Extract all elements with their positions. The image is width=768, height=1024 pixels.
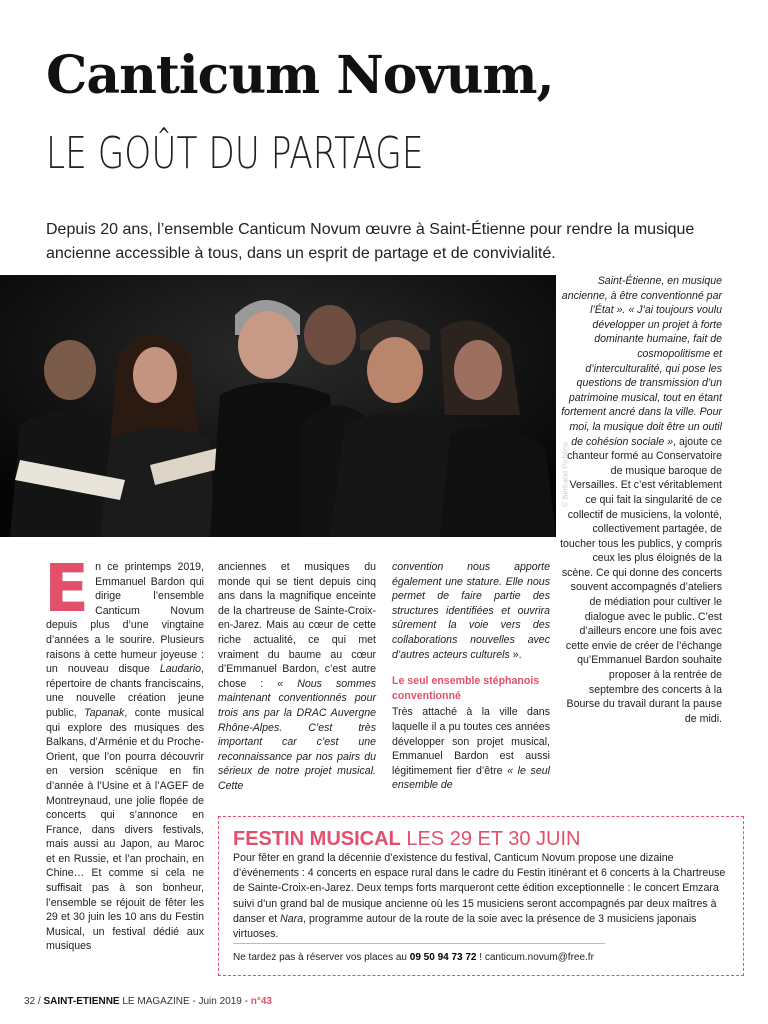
box-title-dates: LES 29 ET 30 JUIN <box>400 828 581 850</box>
album-title: Laudario <box>159 663 202 676</box>
ensemble-photo <box>0 275 570 537</box>
section-subheading <box>392 674 550 703</box>
col1-text-2: , répertoire de chants franciscains, une nouvelle création jeune public, <box>46 663 204 719</box>
box-title-bold: FESTIN MUSICAL <box>233 828 401 850</box>
col4-quote: Saint-Étienne, en musique ancienne, à être conventionné par l’État ». « J’ai toujours voulu développer un projet à forte dominante humaine, fait de cosmopolitisme et d’interculturalité, qui pose les questions de transmission d’un patrimoine musical, tout en étant fortement ancré dans la ville. Pour moi, la musique doit être un outil de cohésion sociale » <box>561 275 722 448</box>
issue-number: n°43 <box>250 996 272 1007</box>
col4-text: , ajoute ce chanteur formé au Conservatoire de musique baroque de Versailles. Et c’est véritablement ce qui fait la singularité de ce collectif de musiciens, la volonté, collectivement partagée, de toucher tous les publics, y compris ceux les plus éloignés de la scène. Ce qui donne des concerts souvent accompagnés d’ateliers de médiation pour cultiver le dialogue avec le public. C’est d’ailleurs encore une fois avec cette envie de créer de l’échange qu’Emmanuel Bardon souhaite proposer à la rentrée de septembre des concerts à la Bourse du travail durant la pause de midi. <box>560 435 722 725</box>
festin-musical-box <box>218 816 744 976</box>
photo-credit: © Bertrand Pichène <box>560 441 570 508</box>
article-column-3 <box>392 560 550 793</box>
col3-quote-start: « le seul ensemble de <box>392 764 550 792</box>
article-column-4 <box>560 274 722 726</box>
article-column-2 <box>218 560 376 794</box>
reservation-intro: Ne tardez pas à réserver vos places au <box>233 952 410 963</box>
subheading-line-2: conventionné <box>392 689 461 702</box>
reservation-email[interactable]: ! canticum.novum@free.fr <box>476 952 594 963</box>
drop-cap: E <box>44 550 90 627</box>
magazine-name: SAINT-ETIENNE <box>43 996 120 1007</box>
box-title <box>233 827 581 851</box>
col2-text: anciennes et musiques du monde qui se tient depuis cinq ans dans la magnifique enceinte de la chartreuse de Sainte-Croix-en-Jarez. Mais au cœur de cette riche actualité, ce qui met vraiment du baume au cœur d’Emmanuel Bardon, c’est autre chose : <box>218 561 376 690</box>
col3-text: Très attaché à la ville dans laquelle il a pu toutes ces années développer son projet musical, Emmanuel Bardon est aussi légitimement fier d’être <box>392 706 550 777</box>
phone-number[interactable]: 09 50 94 73 72 <box>409 952 477 963</box>
col3-quote-end: ». <box>509 648 522 661</box>
page-number: 32 / <box>24 996 44 1007</box>
col1-text-3: , conte musical qui explore des musiques des Balkans, d’Arménie et du Proche-Orient, que l’on pourra découvrir en version scénique en fin d’année à l’Usine et à l’AGEF de Montreynaud, une jolie flopée de concerts qui s’annonce en France, dans divers festivals, mais aussi au Japon, au Maroc et en Russie, et l’an prochain, en Chine… Et comme si cela ne suffisait pas à son bonheur, l’ensemble se réjouit de fêter les 29 et 30 juin les 10 ans du Festin Musical, un festival dédié aux musiques <box>46 706 204 953</box>
subheading-line-1: Le seul ensemble stéphanois <box>392 675 540 688</box>
show-title: Tapanak <box>84 706 125 719</box>
box-text <box>233 851 733 942</box>
performers-illustration <box>0 275 556 537</box>
col2-quote: « Nous sommes maintenant conventionnés pour trois ans par la DRAC Auvergne Rhône-Alpes. C’est très important car c’est une reconnaissance par nos pairs du sérieux de notre projet musical. Cette <box>218 677 376 792</box>
col1-text-1: n ce printemps 2019, Emmanuel Bardon qui dirige l’ensemble Canticum Novum depuis plus d’une vingtaine d’années a le sourire. Plusieurs raisons à cette humeur joyeuse : un nouveau disque <box>46 561 204 676</box>
box-divider <box>233 943 605 944</box>
article-subtitle: LE GOÛT DU PARTAGE <box>46 128 424 179</box>
article-lead: Depuis 20 ans, l’ensemble Canticum Novum œuvre à Saint-Étienne pour rendre la musique ancienne accessible à tous, dans un esprit de partage et de convivialité. <box>46 221 695 262</box>
program-name: Nara <box>280 912 304 925</box>
magazine-details: LE MAGAZINE - Juin 2019 - <box>119 996 251 1007</box>
col3-quote: convention nous apporte également une stature. Elle nous permet de faire partie des structures identifiées et ouvrira sûrement la voie vers des collaborations nouvelles avec d’autres acteurs culturels <box>392 561 550 661</box>
article-title: Canticum Novum, <box>46 45 554 106</box>
box-text-1: Pour fêter en grand la décennie d’existence du festival, Canticum Novum propose une dizaine d’événements : 4 concerts en espace rural dans le cadre du Festin itinérant et 6 concerts à la Chartreuse de Sainte-Croix-en-Jarez. Deux temps forts marqueront cette édition exceptionnelle : le concert Emzara suivi d’un grand bal de musique ancienne où les 15 musiciens seront accompagnés par deux maîtres à danser et <box>233 852 726 925</box>
reservation-line <box>233 951 594 965</box>
page-footer <box>24 996 272 1007</box>
article-column-1 <box>44 550 204 954</box>
box-text-2: , programme autour de la route de la soie avec la présence de 3 musiciens japonais virtuoses. <box>233 912 697 941</box>
